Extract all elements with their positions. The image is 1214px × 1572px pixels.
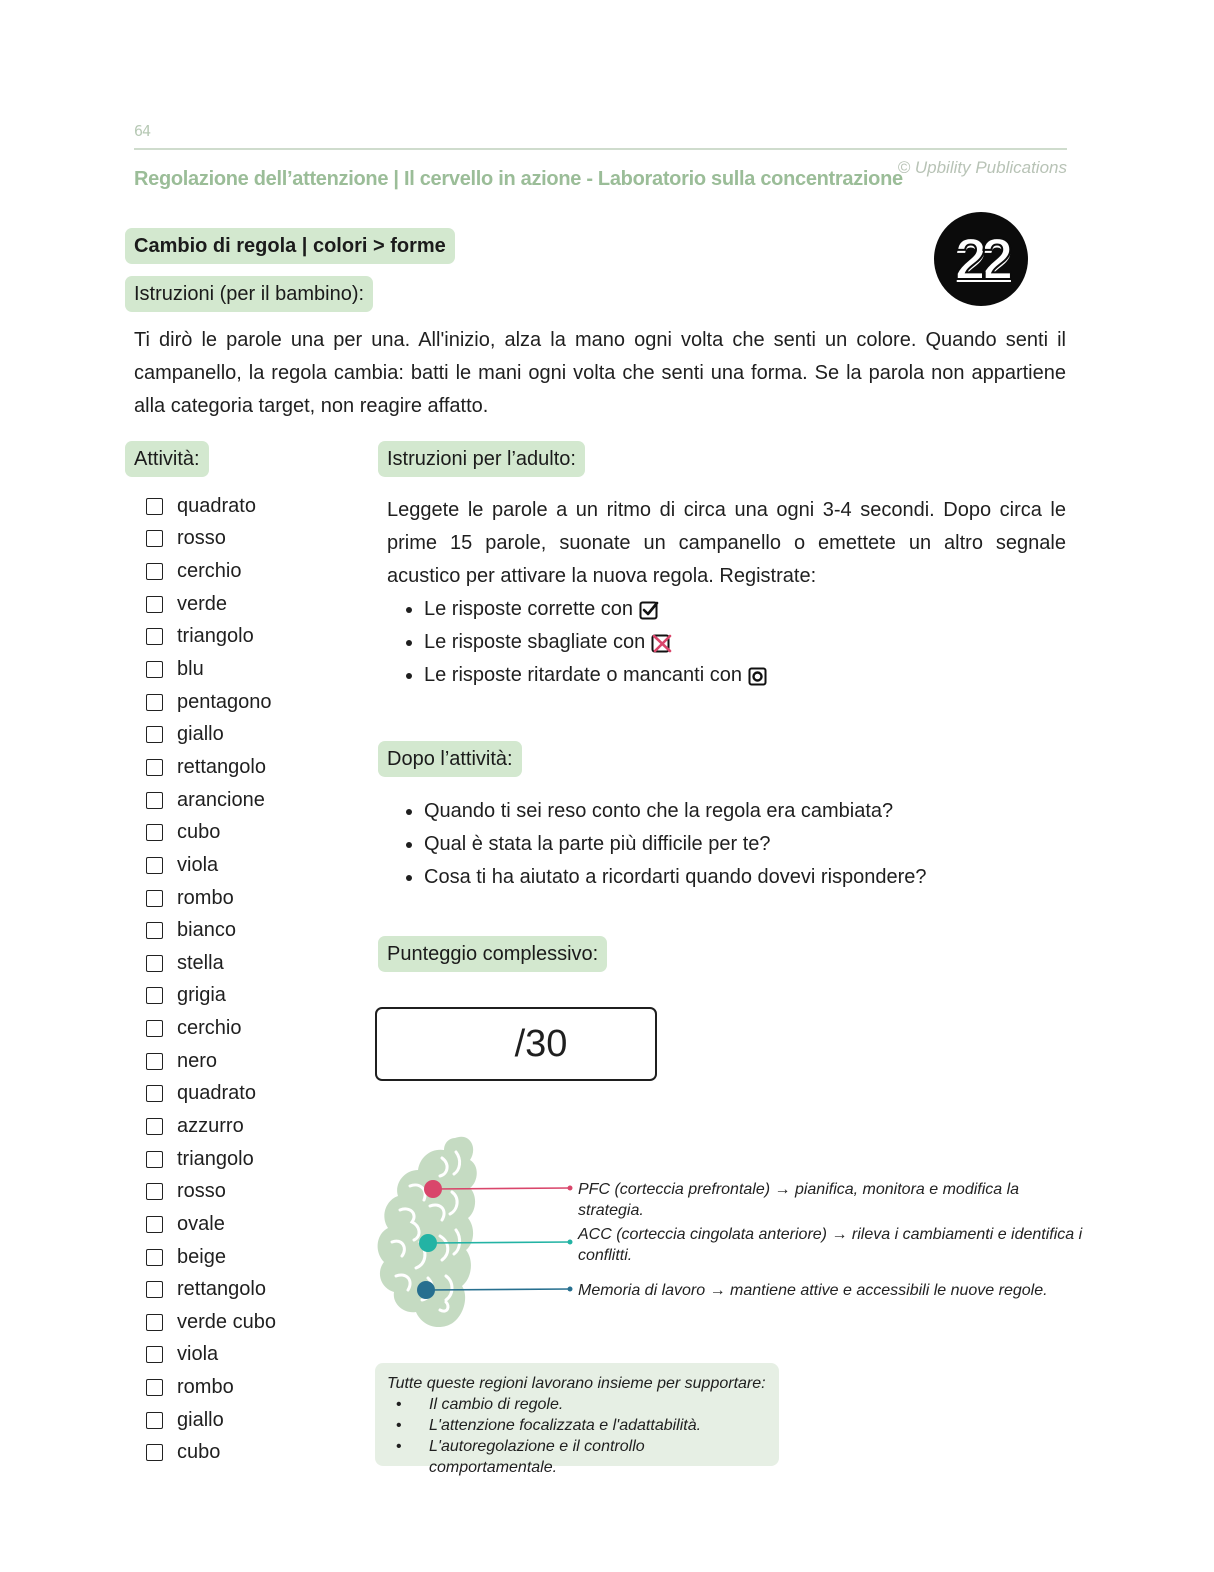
activity-word: nero (177, 1049, 218, 1072)
question-item: • Qual è stata la parte più difficile per te? (424, 828, 1066, 861)
activity-item (146, 816, 276, 849)
acc-marker-line (428, 1242, 570, 1243)
summary-item: • L'attenzione focalizzata e l'adattabilità. (429, 1415, 767, 1436)
activity-word: rombo (177, 886, 234, 909)
checkbox[interactable] (146, 1412, 163, 1429)
checkbox[interactable] (146, 987, 163, 1004)
activity-item (146, 1078, 276, 1111)
checkbox[interactable] (146, 1346, 163, 1363)
activity-word: beige (177, 1245, 226, 1268)
page-number: 64 (134, 122, 151, 140)
region-connectors (370, 1130, 580, 1335)
activity-word: rombo (177, 1376, 234, 1399)
checkbox[interactable] (146, 792, 163, 809)
activity-item (146, 1339, 276, 1372)
activity-item (146, 980, 276, 1013)
checkbox[interactable] (146, 694, 163, 711)
activity-item (146, 947, 276, 980)
region-pfc-label: PFC (corteccia prefrontale) → pianifica, monitora e modifica la strategia. (578, 1181, 1020, 1219)
exercise-number: 22 (954, 226, 1008, 292)
copyright: © Upbility Publications (897, 158, 1067, 177)
activity-item (146, 1012, 276, 1045)
activity-word: triangolo (177, 1147, 254, 1170)
checkbox[interactable] (146, 890, 163, 907)
activity-word: giallo (177, 723, 224, 746)
activity-word: rosso (177, 527, 226, 550)
after-activity-questions (387, 795, 1066, 894)
activity-label: Attività: (125, 441, 209, 477)
adult-instructions (387, 494, 1066, 692)
adult-instructions-text: Leggete le parole a un ritmo di circa una ogni 3-4 secondi. Dopo circa le prime 15 parole, suonate un campanello o emettete un altro segnale acustico per attivare la nuova regola. Registrate: (387, 499, 1066, 587)
score-label: Punteggio complessivo: (378, 936, 607, 972)
header-divider (134, 148, 1067, 150)
question-item: • Cosa ti ha aiutato a ricordarti quando dovevi rispondere? (424, 861, 1066, 894)
checkbox[interactable] (146, 1314, 163, 1331)
activity-word: pentagono (177, 690, 272, 713)
checkbox[interactable] (146, 759, 163, 776)
activity-item (146, 849, 276, 882)
working-memory-marker-end (568, 1287, 573, 1292)
checkbox[interactable] (146, 955, 163, 972)
activity-word: verde cubo (177, 1310, 276, 1333)
checkbox[interactable] (146, 661, 163, 678)
checkbox[interactable] (146, 1379, 163, 1396)
activity-word: bianco (177, 919, 236, 942)
activity-word: quadrato (177, 1082, 256, 1105)
checkbox[interactable] (146, 824, 163, 841)
checkbox[interactable] (146, 1020, 163, 1037)
questions-list (387, 795, 1066, 894)
checkbox[interactable] (146, 1249, 163, 1266)
question-item: • Quando ti sei reso conto che la regola era cambiata? (424, 795, 1066, 828)
checkbox[interactable] (146, 1151, 163, 1168)
adult-instructions-label: Istruzioni per l’adulto: (378, 441, 585, 477)
pfc-marker-line (433, 1188, 570, 1189)
activity-item (146, 718, 276, 751)
activity-item (146, 1371, 276, 1404)
summary-list (387, 1394, 767, 1478)
score-total: /30 (514, 1022, 568, 1065)
activity-item (146, 686, 276, 719)
checkbox[interactable] (146, 530, 163, 547)
activity-item (146, 490, 276, 523)
activity-word: grigia (177, 984, 226, 1007)
activity-item (146, 588, 276, 621)
working-memory-marker (417, 1281, 435, 1299)
activity-item (146, 1143, 276, 1176)
checkbox[interactable] (146, 563, 163, 580)
activity-item (146, 653, 276, 686)
activity-item (146, 1045, 276, 1078)
child-instructions-text: Ti dirò le parole una per una. All'inizio, alza la mano ogni volta che senti un colore. Quando senti il campanello, la regola cambia: batti le mani ogni volta che senti una forma. Se la parola non appartiene alla categoria target, non reagire affatto. (134, 329, 1066, 417)
checkmark-box-icon (639, 600, 659, 620)
activity-word: viola (177, 1343, 219, 1366)
activity-word: arancione (177, 788, 265, 811)
score-box[interactable] (375, 1007, 657, 1081)
activity-item (146, 751, 276, 784)
activity-word: triangolo (177, 625, 254, 648)
checkbox[interactable] (146, 1281, 163, 1298)
checkbox[interactable] (146, 726, 163, 743)
checkbox[interactable] (146, 1085, 163, 1102)
activity-item (146, 1110, 276, 1143)
activity-word: cubo (177, 1441, 221, 1464)
child-instructions-label: Istruzioni (per il bambino): (125, 276, 373, 312)
after-activity-label: Dopo l’attività: (378, 741, 522, 777)
brain-markers (370, 1130, 580, 1335)
activity-word: cubo (177, 821, 221, 844)
pfc-marker (424, 1180, 442, 1198)
activity-word: blu (177, 658, 204, 681)
checkbox[interactable] (146, 1183, 163, 1200)
circle-box-icon (748, 666, 768, 686)
activity-item (146, 555, 276, 588)
exercise-heading: Cambio di regola | colori > forme (125, 228, 455, 264)
summary-item: • L'autoregolazione e il controllo comportamentale. (429, 1436, 767, 1478)
summary-item: • Il cambio di regole. (429, 1394, 767, 1415)
activity-word: viola (177, 853, 219, 876)
activity-word: azzurro (177, 1114, 244, 1137)
activity-item (146, 882, 276, 915)
activity-item (146, 1273, 276, 1306)
legend-correct: • Le risposte corrette con (424, 593, 1066, 626)
activity-word: rosso (177, 1180, 226, 1203)
region-working-memory-label: Memoria di lavoro → mantiene attive e accessibili le nuove regole. (578, 1282, 1048, 1299)
acc-marker-end (568, 1240, 573, 1245)
activity-word: stella (177, 951, 224, 974)
checkbox[interactable] (146, 628, 163, 645)
checkbox[interactable] (146, 498, 163, 515)
acc-marker (419, 1234, 437, 1252)
checkbox[interactable] (146, 1053, 163, 1070)
checkbox[interactable] (146, 922, 163, 939)
activity-word-list (146, 490, 276, 1469)
legend-wrong: • Le risposte sbagliate con (424, 626, 1066, 659)
activity-word: cerchio (177, 560, 242, 583)
activity-item (146, 621, 276, 654)
activity-item (146, 1175, 276, 1208)
working-memory-marker-line (426, 1289, 570, 1290)
recording-legend (387, 593, 1066, 692)
activity-item (146, 1241, 276, 1274)
checkbox[interactable] (146, 857, 163, 874)
checkbox[interactable] (146, 1118, 163, 1135)
summary-intro: Tutte queste regioni lavorano insieme per supportare: (387, 1375, 766, 1392)
checkbox[interactable] (146, 1216, 163, 1233)
activity-item (146, 1306, 276, 1339)
activity-item (146, 1208, 276, 1241)
activity-word: rettangolo (177, 1278, 266, 1301)
legend-delayed: • Le risposte ritardate o mancanti con (424, 659, 1066, 692)
activity-item (146, 523, 276, 556)
activity-word: ovale (177, 1212, 225, 1235)
activity-item (146, 914, 276, 947)
region-acc-label: ACC (corteccia cingolata anteriore) → rileva i cambiamenti e identifica i conflitti. (578, 1226, 1083, 1264)
activity-word: verde (177, 592, 228, 615)
checkbox[interactable] (146, 1444, 163, 1461)
activity-word: giallo (177, 1408, 224, 1431)
activity-item (146, 1404, 276, 1437)
activity-item (146, 1437, 276, 1470)
summary-box (375, 1363, 779, 1476)
checkbox[interactable] (146, 596, 163, 613)
header-title: Regolazione dell’attenzione | Il cervello in azione - Laboratorio sulla concentrazione (134, 168, 903, 190)
activity-word: quadrato (177, 494, 256, 517)
pfc-marker-end (568, 1186, 573, 1191)
cross-box-icon (651, 633, 673, 653)
activity-item (146, 784, 276, 817)
activity-word: cerchio (177, 1017, 242, 1040)
exercise-number-badge (934, 212, 1028, 306)
activity-word: rettangolo (177, 755, 266, 778)
